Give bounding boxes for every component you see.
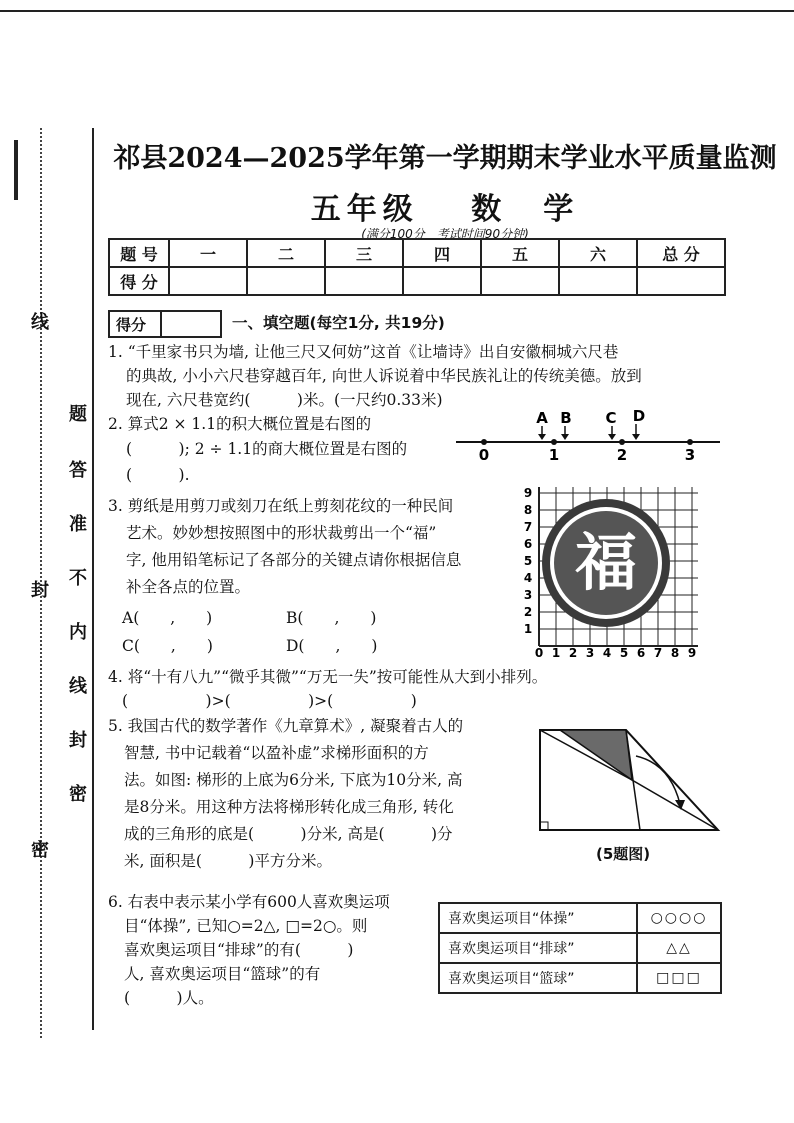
q4-line: 4. 将“十有八九”“微乎其微”“万无一失”按可能性从大到小排列。 [108,668,548,686]
olympics-row [439,903,721,933]
trapezoid-figure [530,724,726,836]
tick-label: 0 [478,446,490,464]
score-input-cell[interactable] [247,267,325,295]
q5-line: 米, 面积是( )平方分米。 [124,852,332,870]
x-tick-label: 2 [568,646,578,660]
warning-char: 不 [69,568,87,589]
y-tick-label: 4 [523,571,533,585]
binding-mark [14,140,18,200]
q5-line: 成的三角形的底是( )分米, 高是( )分 [124,825,453,843]
y-tick-label: 1 [523,622,533,636]
tick-point-2 [619,439,625,445]
arrow-b [561,426,569,440]
q5-line: 5. 我国古代的数学著作《九章算术》, 凝聚着古人的 [108,717,464,735]
q5-line: 是8分米。用这种方法将梯形转化成三角形, 转化 [124,798,454,816]
score-input-cell[interactable] [403,267,481,295]
warning-char: 封 [69,730,87,751]
binding-label-mi: 密 [31,840,49,861]
y-tick-label: 5 [523,554,533,568]
coordinate-grid-figure [516,476,716,666]
warning-char: 密 [69,784,87,805]
x-tick-label: 4 [602,646,612,660]
x-tick-label: 5 [619,646,629,660]
point-label: B [560,409,572,427]
score-cell: 总 分 [637,239,725,267]
exam-title: 祁县2024—2025学年第一学期期末学业水平质量监测 [113,143,777,174]
score-cell: 三 [325,239,403,267]
warning-char: 准 [69,514,87,535]
score-row-label: 得 分 [109,267,169,295]
score-input-cell[interactable] [637,267,725,295]
q1-line: 现在, 六尺巷宽约( )米。(一尺约0.33米) [126,391,443,409]
q3-line: 3. 剪纸是用剪刀或刻刀在纸上剪刻花纹的一种民间 [108,497,454,515]
x-tick-label: 9 [687,646,697,660]
binding-rule [92,128,94,1030]
binding-label-feng: 封 [31,580,49,601]
score-input-cell[interactable] [325,267,403,295]
q2-line: ( ). [126,466,190,484]
y-tick-label: 2 [523,605,533,619]
tick-label: 2 [616,446,628,464]
point-label: D [632,408,646,425]
tick-point-3 [687,439,693,445]
q4-answer-blanks[interactable]: ( )>( )>( ) [122,692,417,710]
q6-line: 喜欢奥运项目“排球”的有( ) [124,941,354,959]
q6-line: 目“体操”, 已知○=2△, □=2○。则 [124,917,368,935]
warning-char: 内 [69,622,87,643]
q5-figure-caption: (5题图) [596,845,651,863]
score-cell: 题 号 [109,239,169,267]
q6-line: ( )人。 [124,989,214,1007]
tick-label: 3 [684,446,696,464]
tick-label: 1 [548,446,560,464]
score-cell: 二 [247,239,325,267]
olympics-symbols: △△ [637,933,721,963]
y-tick-label: 8 [523,503,533,517]
x-tick-label: 1 [551,646,561,660]
cut-line [626,730,640,830]
score-table [108,238,726,296]
q3-line: 艺术。妙妙想按照图中的形状裁剪出一个“福” [126,524,437,542]
q5-line: 智慧, 书中记载着“以盈补虚”求梯形面积的方 [124,744,429,762]
arrow-a [538,426,546,440]
q2-line: 2. 算式2 × 1.1的积大概位置是右图的 [108,415,372,433]
binding-label-xian: 线 [31,312,49,333]
score-input-cell[interactable] [559,267,637,295]
arrow-d [632,424,640,440]
tick-point-0 [481,439,487,445]
fu-paper-cut [542,499,670,627]
score-cell: 四 [403,239,481,267]
q6-line: 人, 喜欢奥运项目“篮球”的有 [124,965,321,983]
score-input-cell[interactable] [481,267,559,295]
olympics-symbols: □□□ [637,963,721,993]
q6-line: 6. 右表中表示某小学有600人喜欢奥运项 [108,893,390,911]
section-score-box [108,310,222,338]
warning-char: 答 [69,460,87,481]
rotate-arrow [636,756,680,804]
section-heading: 一、填空题(每空1分, 共19分) [232,314,445,332]
olympics-label: 喜欢奥运项目“排球” [439,933,637,963]
x-tick-label: 3 [585,646,595,660]
exam-note: (满分100分 考试时间90分钟) [361,227,529,241]
section-score-divider [160,312,162,336]
score-cell: 五 [481,239,559,267]
score-value-row [109,267,725,295]
point-label: A [536,409,548,427]
section-score-label: 得分 [116,316,147,334]
point-label: C [605,409,617,427]
q5-line: 法。如图: 梯形的上底为6分米, 下底为10分米, 高 [124,771,463,789]
score-cell: 一 [169,239,247,267]
q3-line: 字, 他用铅笔标记了各部分的关键点请你根据信息 [126,551,462,569]
q3-answer-c[interactable]: C( , ) [122,637,213,655]
q1-line: 1. “千里家书只为墙, 让他三尺又何妨”这首《让墙诗》出自安徽桐城六尺巷 [108,343,619,361]
q2-line: ( ); 2 ÷ 1.1的商大概位置是右图的 [126,440,408,458]
y-tick-label: 3 [523,588,533,602]
q3-answer-d[interactable]: D( , ) [286,637,378,655]
olympics-symbols: ○○○○ [637,903,721,933]
score-input-cell[interactable] [169,267,247,295]
x-tick-label: 7 [653,646,663,660]
x-tick-label: 6 [636,646,646,660]
score-header-row [109,239,725,267]
number-line-figure [448,408,728,466]
top-border-line [0,10,794,12]
q3-answer-a[interactable]: A( , ) [122,609,213,627]
olympics-label: 喜欢奥运项目“体操” [439,903,637,933]
olympics-label: 喜欢奥运项目“篮球” [439,963,637,993]
q1-line: 的典故, 小小六尺巷穿越百年, 向世人诉说着中华民族礼让的传统美德。放到 [126,367,642,385]
y-tick-label: 7 [523,520,533,534]
olympics-table [438,902,722,994]
q3-answer-b[interactable]: B( , ) [286,609,377,627]
arrow-c [608,426,616,440]
x-tick-label: 8 [670,646,680,660]
olympics-row [439,963,721,993]
exam-subtitle: 五年级 数 学 [310,192,580,227]
right-angle-mark [540,822,548,830]
shaded-triangle [560,730,632,780]
warning-char: 线 [69,676,87,697]
q3-line: 补全各点的位置。 [126,578,251,596]
tick-point-1 [551,439,557,445]
x-tick-label: 0 [534,646,544,660]
score-cell: 六 [559,239,637,267]
y-tick-label: 6 [523,537,533,551]
warning-char: 题 [69,404,87,425]
y-tick-label: 9 [523,486,533,500]
fu-character: 福 [574,526,638,599]
olympics-row [439,933,721,963]
